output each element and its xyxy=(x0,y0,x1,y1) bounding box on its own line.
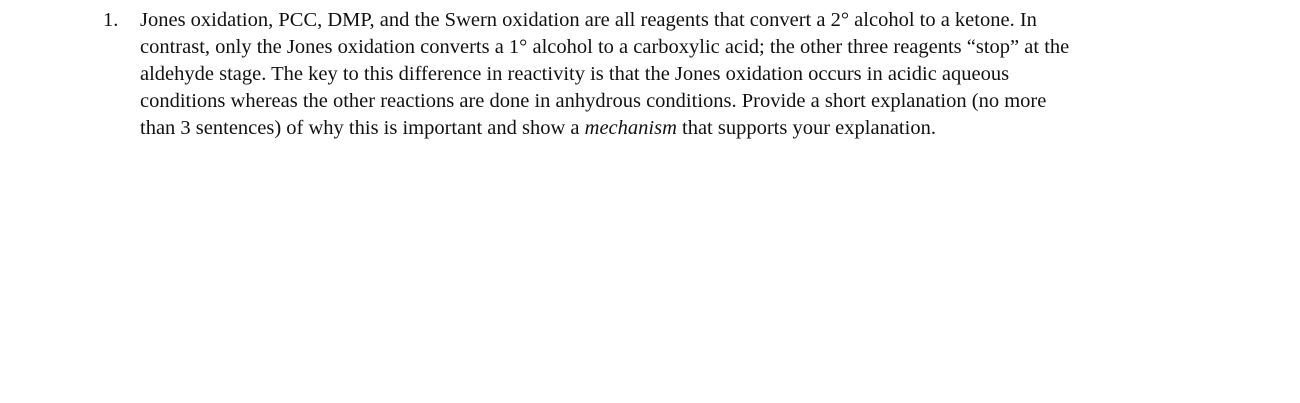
line-text-after: that supports your explanation. xyxy=(676,117,936,139)
question-number: 1. xyxy=(103,9,119,31)
question-line: aldehyde stage. The key to this difference in reactivity is that the Jones oxidation occurs in acidic aqueous xyxy=(140,63,1010,85)
question-line-last xyxy=(140,115,1280,142)
question-text xyxy=(140,7,1280,142)
question-line: contrast, only the Jones oxidation converts a 1° alcohol to a carboxylic acid; the other three reagents “stop” at the xyxy=(140,36,1070,58)
emphasized-word: mechanism xyxy=(584,117,677,139)
question-line: Jones oxidation, PCC, DMP, and the Swern oxidation are all reagents that convert a 2° alcohol to a ketone. In xyxy=(140,9,1037,31)
line-text-before: than 3 sentences) of why this is important and show a xyxy=(140,117,585,139)
question-line: conditions whereas the other reactions are done in anhydrous conditions. Provide a short explanation (no more xyxy=(140,90,1047,112)
